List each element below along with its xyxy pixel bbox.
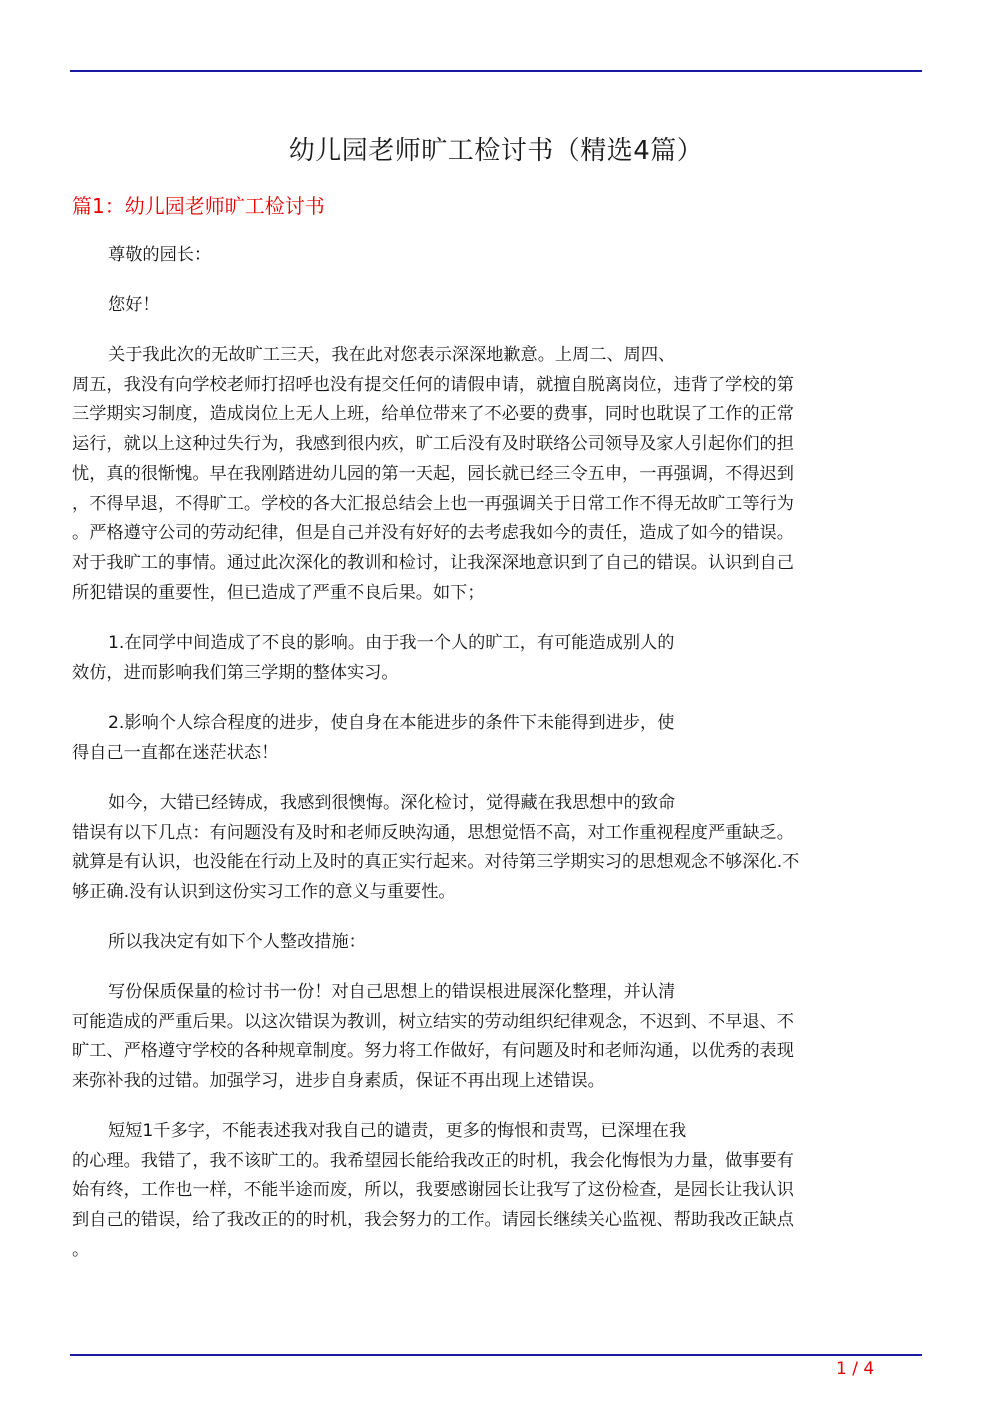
paragraph-line: 关于我此次的无故旷工三天，我在此对您表示深深地歉意。上周二、周四、 (108, 345, 676, 365)
paragraph-line: 就算是有认识，也没能在行动上及时的真正实行起来。对待第三学期实习的思想观念不够深化.不 (72, 852, 800, 873)
apology-paragraph (72, 341, 922, 608)
paragraph-line: 忧，真的很惭愧。早在我刚踏进幼儿园的第一天起，园长就已经三令五申，一再强调，不得迟到 (72, 463, 794, 484)
section-heading: 篇1：幼儿园老师旷工检讨书 (72, 194, 325, 218)
paragraph-line: 够正确.没有认识到这份实习工作的意义与重要性。 (72, 882, 456, 903)
measures-paragraph (72, 978, 922, 1097)
paragraph-line: 写份保质保量的检讨书一份！对自己思想上的错误根进展深化整理，并认清 (108, 982, 676, 1002)
paragraph-line: 错误有以下几点：有问题没有及时和老师反映沟通，思想觉悟不高，对工作重视程度严重缺乏。 (72, 822, 794, 843)
point-2-paragraph (72, 709, 922, 768)
paragraph-line: 您好！ (108, 295, 160, 315)
paragraph-line: 的心理。我错了，我不该旷工的。我希望园长能给我改正的时机，我会化悔恨为力量，做事要有 (72, 1150, 794, 1171)
paragraph-line: 短短1千多字，不能表述我对我自己的谴责，更多的悔恨和责骂，已深埋在我 (108, 1121, 687, 1141)
paragraph-line: 2.影响个人综合程度的进步，使自身在本能进步的条件下未能得到进步，使 (108, 713, 675, 733)
reflection-paragraph (72, 789, 922, 908)
measures-intro-paragraph (72, 928, 922, 958)
greeting-paragraph (72, 291, 922, 321)
paragraph-line: 效仿，进而影响我们第三学期的整体实习。 (72, 662, 399, 683)
paragraph-line: 。 (72, 1239, 90, 1260)
paragraph-line: 如今，大错已经铸成，我感到很懊悔。深化检讨，觉得藏在我思想中的致命 (108, 793, 676, 813)
salutation-paragraph (72, 241, 922, 271)
paragraph-line: 得自己一直都在迷茫状态！ (72, 742, 279, 763)
paragraph-line: 三学期实习制度，造成岗位上无人上班，给单位带来了不必要的费事，同时也耽误了工作的正常 (72, 404, 794, 425)
paragraph-line: 始有终，工作也一样，不能半途而废，所以，我要感谢园长让我写了这份检查，是园长让我认识 (72, 1180, 794, 1201)
paragraph-line: 1.在同学中间造成了不良的影响。由于我一个人的旷工，有可能造成别人的 (108, 633, 675, 653)
paragraph-line: 周五，我没有向学校老师打招呼也没有提交任何的请假申请，就擅自脱离岗位，违背了学校的第 (72, 374, 794, 395)
paragraph-line: 尊敬的园长： (108, 245, 212, 265)
paragraph-line: 来弥补我的过错。加强学习，进步自身素质，保证不再出现上述错误。 (72, 1071, 605, 1092)
paragraph-line: 。严格遵守公司的劳动纪律，但是自己并没有好好的去考虑我如今的责任，造成了如今的错误。 (72, 523, 794, 544)
paragraph-line: 旷工、严格遵守学校的各种规章制度。努力将工作做好，有问题及时和老师沟通，以优秀的表现 (72, 1041, 794, 1062)
paragraph-line: 所以我决定有如下个人整改措施： (108, 932, 366, 952)
point-1-paragraph (72, 629, 922, 688)
header-rule (70, 70, 922, 72)
page-number: 1 / 4 (836, 1359, 875, 1379)
footer-rule (70, 1354, 922, 1356)
paragraph-line: 到自己的错误，给了我改正的的时机，我会努力的工作。请园长继续关心监视、帮助我改正缺点 (72, 1210, 794, 1231)
paragraph-line: 可能造成的严重后果。以这次错误为教训，树立结实的劳动组织纪律观念，不迟到、不早退、不 (72, 1011, 794, 1032)
paragraph-line: ，不得早退，不得旷工。学校的各大汇报总结会上也一再强调关于日常工作不得无故旷工等行为 (72, 493, 794, 514)
paragraph-line: 所犯错误的重要性，但已造成了严重不良后果。如下； (72, 582, 485, 603)
paragraph-line: 运行，就以上这种过失行为，我感到很内疚，旷工后没有及时联络公司领导及家人引起你们的担 (72, 434, 794, 455)
document-title: 幼儿园老师旷工检讨书（精选4篇） (288, 136, 704, 166)
paragraph-line: 对于我旷工的事情。通过此次深化的教训和检讨，让我深深地意识到了自己的错误。认识到自己 (72, 552, 794, 573)
closing-paragraph (72, 1117, 922, 1266)
